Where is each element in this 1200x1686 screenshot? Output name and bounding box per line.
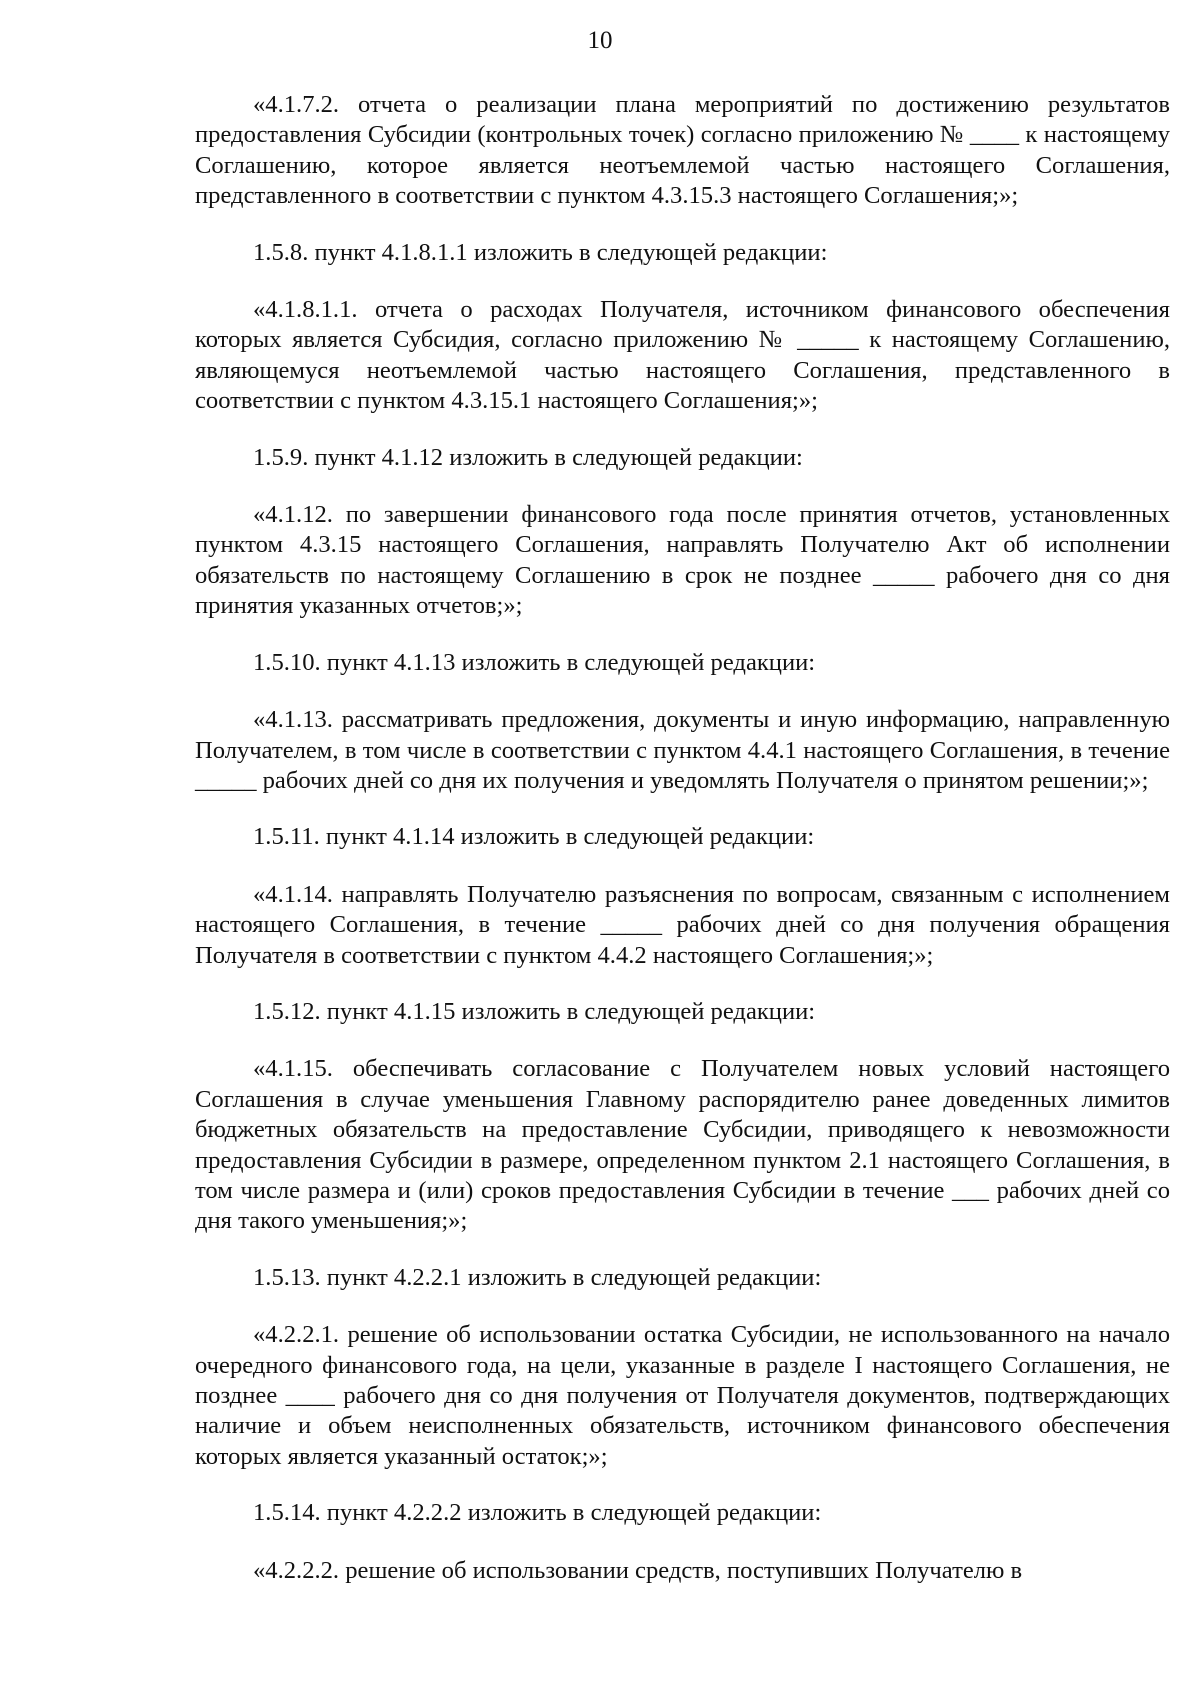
amendment-item-1-5-8: 1.5.8. пункт 4.1.8.1.1 изложить в следующей редакции: [253,238,828,266]
quoted-clause-4-1-7-2: «4.1.7.2. отчета о реализации плана мероприятий по достижению результатов предоставления Субсидии (контрольных точек) согласно приложению № ____ к настоящему Соглашению, которое является неотъемлемой частью настоящего Соглашения, представленного в соответствии с пунктом 4.3.15.3 настоящего Соглашения;»; [195,91,1170,210]
quoted-clause-4-2-2-1: «4.2.2.1. решение об использовании остатка Субсидии, не использованного на начало очередного финансового года, на цели, указанные в разделе I настоящего Соглашения, не позднее ____ рабочего дня со дня получения от Получателя документов, подтверждающих наличие и объем неисполненных обязательств, источником финансового обеспечения которых является указанный остаток;»; [195,1321,1170,1470]
amendment-item-1-5-9: 1.5.9. пункт 4.1.12 изложить в следующей редакции: [253,443,803,471]
amendment-item-1-5-12: 1.5.12. пункт 4.1.15 изложить в следующей редакции: [253,997,816,1025]
quoted-clause-4-2-2-2: «4.2.2.2. решение об использовании средств, поступивших Получателю в [253,1556,1023,1584]
amendment-item-1-5-11: 1.5.11. пункт 4.1.14 изложить в следующей редакции: [253,823,815,851]
quoted-clause-4-1-13: «4.1.13. рассматривать предложения, документы и иную информацию, направленную Получателем, в том числе в соответствии с пунктом 4.4.1 настоящего Соглашения, в течение _____ рабочих дней со дня их получения и уведомлять Получателя о принятом решении;»; [195,706,1170,794]
amendment-item-1-5-14: 1.5.14. пункт 4.2.2.2 изложить в следующей редакции: [253,1499,822,1527]
amendment-item-1-5-10: 1.5.10. пункт 4.1.13 изложить в следующей редакции: [253,648,816,676]
quoted-clause-4-1-8-1-1: «4.1.8.1.1. отчета о расходах Получателя, источником финансового обеспечения которых является Субсидия, согласно приложению № _____ к настоящему Соглашению, являющемуся неотъемлемой частью настоящего Соглашения, представленного в соответствии с пунктом 4.3.15.1 настоящего Соглашения;»; [195,296,1170,415]
document-body [195,90,1170,1586]
amendment-item-1-5-13: 1.5.13. пункт 4.2.2.1 изложить в следующей редакции: [253,1263,822,1291]
quoted-clause-4-1-15: «4.1.15. обеспечивать согласование с Получателем новых условий настоящего Соглашения в случае уменьшения Главному распорядителю ранее доведенных лимитов бюджетных обязательств на предоставление Субсидии, приводящего к невозможности предоставления Субсидии в размере, определенном пунктом 2.1 настоящего Соглашения, в том числе размера и (или) сроков предоставления Субсидии в течение ___ рабочих дней со дня такого уменьшения;»; [195,1055,1170,1235]
quoted-clause-4-1-14: «4.1.14. направлять Получателю разъяснения по вопросам, связанным с исполнением настоящего Соглашения, в течение _____ рабочих дней со дня получения обращения Получателя в соответствии с пунктом 4.4.2 настоящего Соглашения;»; [195,880,1170,969]
page-number: 10 [587,27,613,54]
quoted-clause-4-1-12: «4.1.12. по завершении финансового года после принятия отчетов, установленных пунктом 4.3.15 настоящего Соглашения, направлять Получателю Акт об исполнении обязательств по настоящему Соглашению в срок не позднее _____ рабочего дня со дня принятия указанных отчетов;»; [195,501,1170,620]
